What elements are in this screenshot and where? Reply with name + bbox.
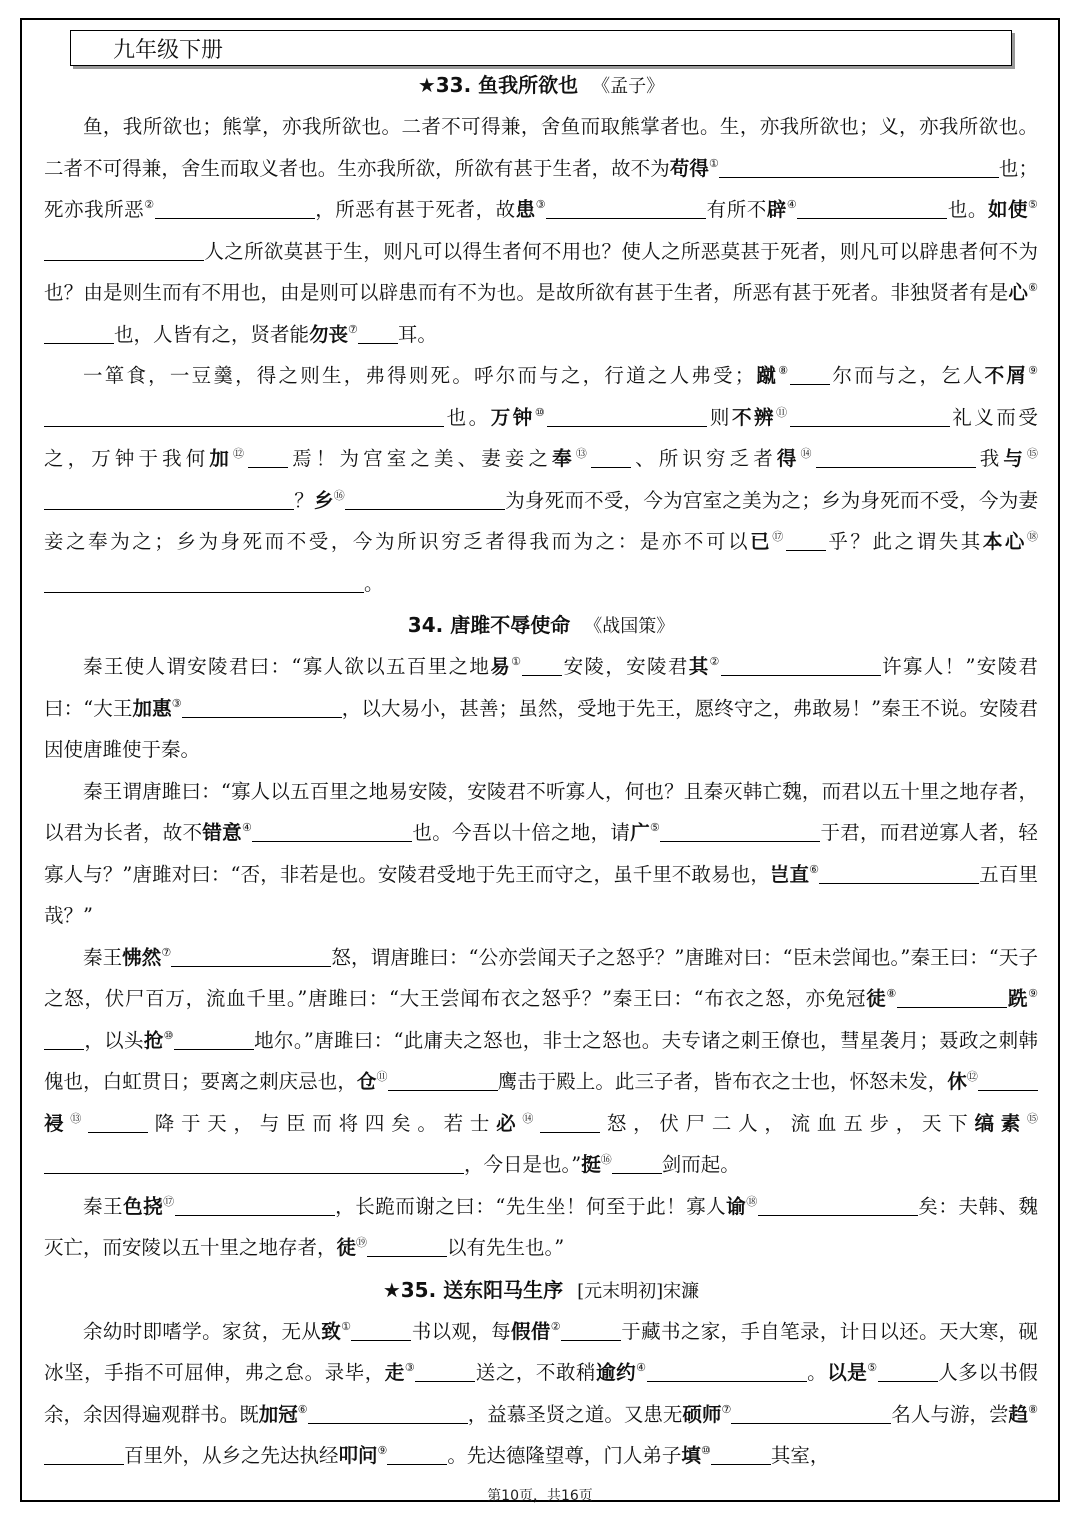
key-word: 苟得 <box>669 156 709 180</box>
answer-blank[interactable] <box>88 1114 148 1133</box>
footnote-marker: ⑫ <box>966 1070 978 1083</box>
key-word: 其 <box>688 655 710 678</box>
section-title-text: 34. 唐雎不辱使命 <box>407 613 571 637</box>
footnote-marker: ⑫ <box>233 447 249 460</box>
key-word: 广 <box>630 821 650 844</box>
answer-blank[interactable] <box>175 1197 335 1216</box>
passage-paragraph <box>44 1311 1038 1477</box>
passage-text: ，益慕圣贤之道。又患无 <box>467 1402 683 1426</box>
footnote-marker: ⑱ <box>746 1194 758 1208</box>
key-word: 不屑 <box>984 364 1029 387</box>
passage-paragraph <box>44 646 1038 771</box>
passage-paragraph <box>44 1186 1038 1269</box>
passage-text: 怒，谓唐雎曰：“公亦尝闻天子之怒乎？”唐雎对曰：“臣未尝闻也。”秦王曰：“天子之怒，伏尸百万，流血千里。”唐雎曰：“大王尝闻布衣之怒乎？”秦王曰：“布衣之怒，亦免冠 <box>44 945 1038 1010</box>
key-word: 仓 <box>356 1070 377 1093</box>
answer-blank[interactable] <box>721 657 881 676</box>
answer-blank[interactable] <box>790 408 950 427</box>
key-word: 加 <box>209 447 234 470</box>
key-word: 加惠 <box>132 696 172 720</box>
footnote-marker: ⑪ <box>776 405 790 419</box>
answer-blank[interactable] <box>878 1363 938 1382</box>
passage-text: 焉！为宫室之美、妻妾之 <box>288 447 553 470</box>
footnote-marker: ④ <box>786 198 798 211</box>
footnote-marker: ③ <box>171 696 182 710</box>
key-word: 逾约 <box>596 1361 637 1384</box>
passage-text: 。 <box>806 1361 828 1384</box>
passage-text: 也；死亦我所恶 <box>44 156 1038 221</box>
footnote-marker: ④ <box>241 821 253 834</box>
answer-blank[interactable] <box>978 1072 1038 1091</box>
passage-text: ，以头 <box>84 1028 144 1052</box>
key-word: 缟素 <box>974 1111 1027 1135</box>
passage-text: 也。 <box>947 198 988 221</box>
passage-text: 书以观，每 <box>411 1319 511 1343</box>
answer-blank[interactable] <box>387 1446 447 1465</box>
passage-text: 耳。 <box>397 322 437 346</box>
key-word: 走 <box>384 1361 405 1384</box>
footnote-marker: ③ <box>404 1361 416 1374</box>
passage-text: 地尔。”唐雎曰：“此庸夫之怒也，非士之怒也。夫专诸之刺王僚也，彗星袭月；聂政之刺韩傀也，白虹贯日；要离之刺庆忌也， <box>44 1028 1038 1093</box>
answer-blank[interactable] <box>797 200 947 219</box>
key-word: 岂直 <box>769 862 810 886</box>
answer-blank[interactable] <box>44 574 364 593</box>
key-word: 致 <box>321 1319 342 1343</box>
footnote-marker: ⑤ <box>1028 198 1038 211</box>
passage-text: 乎？此之谓失其 <box>825 530 983 553</box>
footnote-marker: ⑤ <box>867 1361 878 1374</box>
passage-text: 秦王谓唐雎曰：“寡人以五百里之地易安陵，安陵君不听寡人，何也？且秦灭韩亡魏，而君以五十里之地存者，以君为长者，故不 <box>44 779 1038 844</box>
footnote-marker: ⑩ <box>700 1444 711 1457</box>
key-word: 万钟 <box>490 405 535 429</box>
key-word: 勿丧 <box>309 322 349 346</box>
answer-blank[interactable] <box>816 449 976 468</box>
answer-blank[interactable] <box>155 200 315 219</box>
footnote-marker: ⑨ <box>377 1444 388 1457</box>
passage-text: 安陵，安陵君 <box>562 655 689 678</box>
passage-text: 尔而与之，乞人 <box>830 364 985 387</box>
answer-blank[interactable] <box>358 325 398 344</box>
footnote-marker: ⑦ <box>348 322 358 336</box>
passage-text: 许寡人！”安陵君曰：“大王 <box>44 655 1038 720</box>
answer-blank[interactable] <box>758 1197 918 1216</box>
key-word: 徒 <box>866 987 887 1010</box>
key-word: 怫然 <box>122 945 162 969</box>
footnote-marker: ⑲ <box>356 1236 368 1249</box>
footnote-marker: ⑥ <box>1028 281 1038 294</box>
answer-blank[interactable] <box>612 1155 662 1174</box>
answer-blank[interactable] <box>790 366 830 385</box>
footnote-marker: ④ <box>636 1361 647 1374</box>
answer-blank[interactable] <box>647 1363 807 1382</box>
answer-blank[interactable] <box>731 1405 891 1424</box>
answer-blank[interactable] <box>540 1114 600 1133</box>
answer-blank[interactable] <box>547 408 707 427</box>
answer-blank[interactable] <box>591 449 631 468</box>
passage-text: 送之，不敢稍 <box>475 1361 597 1384</box>
answer-blank[interactable] <box>388 1072 498 1091</box>
footnote-marker: ⑨ <box>1028 987 1038 1000</box>
key-word: 祲 <box>44 1111 71 1135</box>
passage-text: 其室， <box>770 1444 830 1467</box>
passage-text: 有所不 <box>706 198 767 221</box>
footnote-marker: ⑱ <box>1026 530 1038 543</box>
footnote-marker: ② <box>709 655 721 668</box>
passage-text: 人多以书假余，余因得遍观群书。既 <box>44 1361 1038 1426</box>
footnote-marker: ⑥ <box>297 1402 308 1416</box>
key-word: 如使 <box>987 198 1029 221</box>
key-word: 已 <box>750 530 773 553</box>
passage-text: 余幼时即嗜学。家贫，无从 <box>83 1319 322 1343</box>
key-word: 得 <box>776 447 801 470</box>
footnote-marker: ⑧ <box>1028 1402 1038 1416</box>
answer-blank[interactable] <box>171 948 331 967</box>
header-box <box>70 30 1012 66</box>
answer-blank[interactable] <box>351 1322 411 1341</box>
passage-text: 百里外，从乡之先达执经 <box>124 1444 339 1467</box>
footnote-marker: ⑦ <box>721 1402 732 1416</box>
passage-text: 我 <box>975 447 1004 470</box>
passage-text: 秦王 <box>83 945 123 969</box>
key-word: 硕师 <box>682 1402 722 1426</box>
footnote-marker: ⑧ <box>886 987 898 1000</box>
footnote-marker: ⑮ <box>1027 447 1038 460</box>
passage-text: 剑而起。 <box>661 1153 740 1176</box>
answer-blank[interactable] <box>44 1031 84 1050</box>
key-word: 挺 <box>581 1153 601 1176</box>
answer-blank[interactable] <box>660 823 820 842</box>
passage-text: 。 <box>364 571 384 595</box>
passage-text: ，长跪而谢之曰：“先生坐！何至于此！寡人 <box>334 1194 727 1218</box>
passage-text: 于藏书之家，手自笔录，计日以还。天大寒，砚冰坚，手指不可屈伸，弗之怠。录毕， <box>44 1319 1038 1384</box>
answer-blank[interactable] <box>819 865 979 884</box>
passage-text: 则 <box>707 405 732 429</box>
section-title <box>44 604 1038 646</box>
answer-blank[interactable] <box>252 823 412 842</box>
footnote-marker: ② <box>550 1319 561 1333</box>
passage-text: 礼义而受之，万钟于我何 <box>44 405 1038 470</box>
key-word: 徒 <box>336 1236 357 1259</box>
passage-text: 秦王 <box>83 1194 124 1218</box>
section-title <box>44 64 1038 106</box>
passage-text: 以有先生也。” <box>447 1236 565 1259</box>
passage-text: ？ <box>294 488 314 512</box>
answer-blank[interactable] <box>174 1031 254 1050</box>
answer-blank[interactable] <box>182 699 342 718</box>
key-word: 谕 <box>726 1194 747 1218</box>
key-word: 蹴 <box>754 364 779 387</box>
answer-blank[interactable] <box>415 1363 475 1382</box>
footnote-marker: ⑬ <box>575 447 591 460</box>
answer-blank[interactable] <box>719 159 999 178</box>
footnote-marker: ⑧ <box>778 364 791 377</box>
passage-text: 为身死而不受，今为宫室之美为之；乡为身死而不受，今为妻妾之奉为之；乡为身死而不受，今为所识穷乏者得我而为之：是亦不可以 <box>44 488 1038 553</box>
key-word: 本心 <box>982 530 1027 553</box>
answer-blank[interactable] <box>44 1155 464 1174</box>
section-source: 《战国策》 <box>584 616 675 637</box>
key-word: 加冠 <box>258 1402 298 1426</box>
passage-text: 降于天，与臣而将四矣。若士 <box>148 1111 497 1135</box>
passage-text: 、所识穷乏者 <box>630 447 777 470</box>
footnote-marker: ⑥ <box>809 862 820 876</box>
section-title <box>44 1269 1038 1311</box>
key-word: 奉 <box>552 447 576 470</box>
key-word: 患 <box>515 198 536 221</box>
footnote-marker: ⑬ <box>70 1111 89 1125</box>
answer-blank[interactable] <box>711 1446 771 1465</box>
answer-blank[interactable] <box>786 532 826 551</box>
key-word: 抢 <box>143 1028 164 1052</box>
passage-paragraph <box>44 771 1038 937</box>
passage-paragraph <box>44 937 1038 1186</box>
passage-text: 名人与游，尝 <box>891 1402 1009 1426</box>
footnote-marker: ① <box>708 156 719 170</box>
key-word: 心 <box>1008 281 1029 304</box>
footnote-marker: ⑨ <box>1028 364 1038 377</box>
key-word: 辟 <box>766 198 787 221</box>
answer-blank[interactable] <box>44 325 114 344</box>
key-word: 填 <box>681 1444 701 1467</box>
answer-blank[interactable] <box>248 449 288 468</box>
footnote-marker: ③ <box>535 198 547 211</box>
key-word: 假借 <box>511 1319 551 1343</box>
answer-blank[interactable] <box>546 200 706 219</box>
passage-text: 一箪食，一豆羹，得之则生，弗得则死。呼尔而与之，行道之人弗受； <box>83 364 755 387</box>
passage-text: 矣：夫韩、魏灭亡，而安陵以五十里之地存者， <box>44 1194 1038 1259</box>
key-word: 与 <box>1003 447 1027 470</box>
footnote-marker: ⑪ <box>376 1070 388 1083</box>
answer-blank[interactable] <box>308 1405 468 1424</box>
content <box>44 64 1038 1477</box>
key-word: 以是 <box>827 1361 868 1384</box>
section-source: 《孟子》 <box>592 76 665 97</box>
key-word: 趋 <box>1008 1402 1029 1426</box>
footnote-marker: ⑭ <box>522 1111 541 1125</box>
passage-text: 也。 <box>444 405 491 429</box>
passage-paragraph <box>44 106 1038 355</box>
passage-text: 秦王使人谓安陵君曰：“寡人欲以五百里之地 <box>83 655 491 678</box>
passage-text: 五百里哉？” <box>44 862 1038 927</box>
footnote-marker: ① <box>511 655 523 668</box>
passage-text: ，以大易小，甚善；虽然，受地于先王，愿终守之，弗敢易！”秦王不说。安陵君因使唐雎使于秦。 <box>44 696 1038 761</box>
passage-text: ，今日是也。” <box>464 1153 582 1176</box>
passage-text: ，所恶有甚于死者，故 <box>314 198 516 221</box>
passage-text: 也，人皆有之，贤者能 <box>114 322 310 346</box>
footnote-marker: ⑯ <box>600 1153 612 1166</box>
answer-blank[interactable] <box>44 491 294 510</box>
answer-blank[interactable] <box>345 491 505 510</box>
passage-text: 人之所欲莫甚于生，则凡可以得生者何不用也？使人之所恶莫甚于死者，则凡可以辟患者何不为也？由是则生而有不用也，由是则可以辟患而有不为也。是故所欲有甚于生者，所恶有甚于死者。非独贤者有是 <box>44 239 1038 304</box>
passage-text: 鹰击于殿上。此三子者，皆布衣之士也，怀怒未发， <box>497 1070 948 1093</box>
answer-blank[interactable] <box>44 408 444 427</box>
passage-text: 。先达德隆望尊，门人弟子 <box>447 1444 682 1467</box>
key-word: 休 <box>947 1070 967 1093</box>
footnote-marker: ② <box>144 198 155 211</box>
section-source: [元末明初]宋濂 <box>577 1280 700 1302</box>
page-number: 第10页，共16页 <box>487 1488 593 1504</box>
footnote-marker: ⑮ <box>1026 1111 1038 1125</box>
answer-blank[interactable] <box>897 989 1007 1008</box>
key-word: 色挠 <box>123 1194 164 1218</box>
section-title-text: ★35. 送东阳马生序 <box>382 1277 564 1302</box>
answer-blank[interactable] <box>561 1322 621 1341</box>
answer-blank[interactable] <box>522 657 562 676</box>
key-word: 跣 <box>1007 987 1029 1010</box>
answer-blank[interactable] <box>44 242 204 261</box>
section-title-text: ★33. 鱼我所欲也 <box>417 73 579 97</box>
footnote-marker: ① <box>341 1319 352 1333</box>
footnote-marker: ⑩ <box>534 405 548 419</box>
passage-text: 于君，而君逆寡人者，轻寡人与？”唐雎对曰：“否，非若是也。安陵君受地于先王而守之，虽千里不敢易也， <box>44 821 1038 886</box>
footnote-marker: ⑭ <box>800 447 816 460</box>
passage-text: 也。今吾以十倍之地，请 <box>412 821 631 844</box>
passage-paragraph <box>44 355 1038 604</box>
passage-text: 怒，伏尸二人，流血五步，天下 <box>600 1111 975 1135</box>
answer-blank[interactable] <box>44 1446 124 1465</box>
key-word: 易 <box>490 655 512 678</box>
footnote-marker: ⑰ <box>163 1194 175 1208</box>
footnote-marker: ⑯ <box>333 488 345 502</box>
key-word: 错意 <box>202 821 242 844</box>
key-word: 必 <box>496 1111 523 1135</box>
footnote-marker: ⑦ <box>161 945 172 959</box>
footnote-marker: ⑰ <box>772 530 786 543</box>
answer-blank[interactable] <box>367 1238 447 1257</box>
grade-title: 九年级下册 <box>113 38 224 63</box>
key-word: 叩问 <box>338 1444 378 1467</box>
footnote-marker: ⑩ <box>163 1028 174 1042</box>
key-word: 乡 <box>313 488 334 512</box>
page-frame <box>20 18 1060 1502</box>
passage-text: 鱼，我所欲也；熊掌，亦我所欲也。二者不可得兼，舍鱼而取熊掌者也。生，亦我所欲也；义，亦我所欲也。二者不可得兼，舍生而取义者也。生亦我所欲，所欲有甚于生者，故不为 <box>44 115 1038 180</box>
key-word: 不辨 <box>731 405 777 429</box>
footnote-marker: ⑤ <box>650 821 661 834</box>
